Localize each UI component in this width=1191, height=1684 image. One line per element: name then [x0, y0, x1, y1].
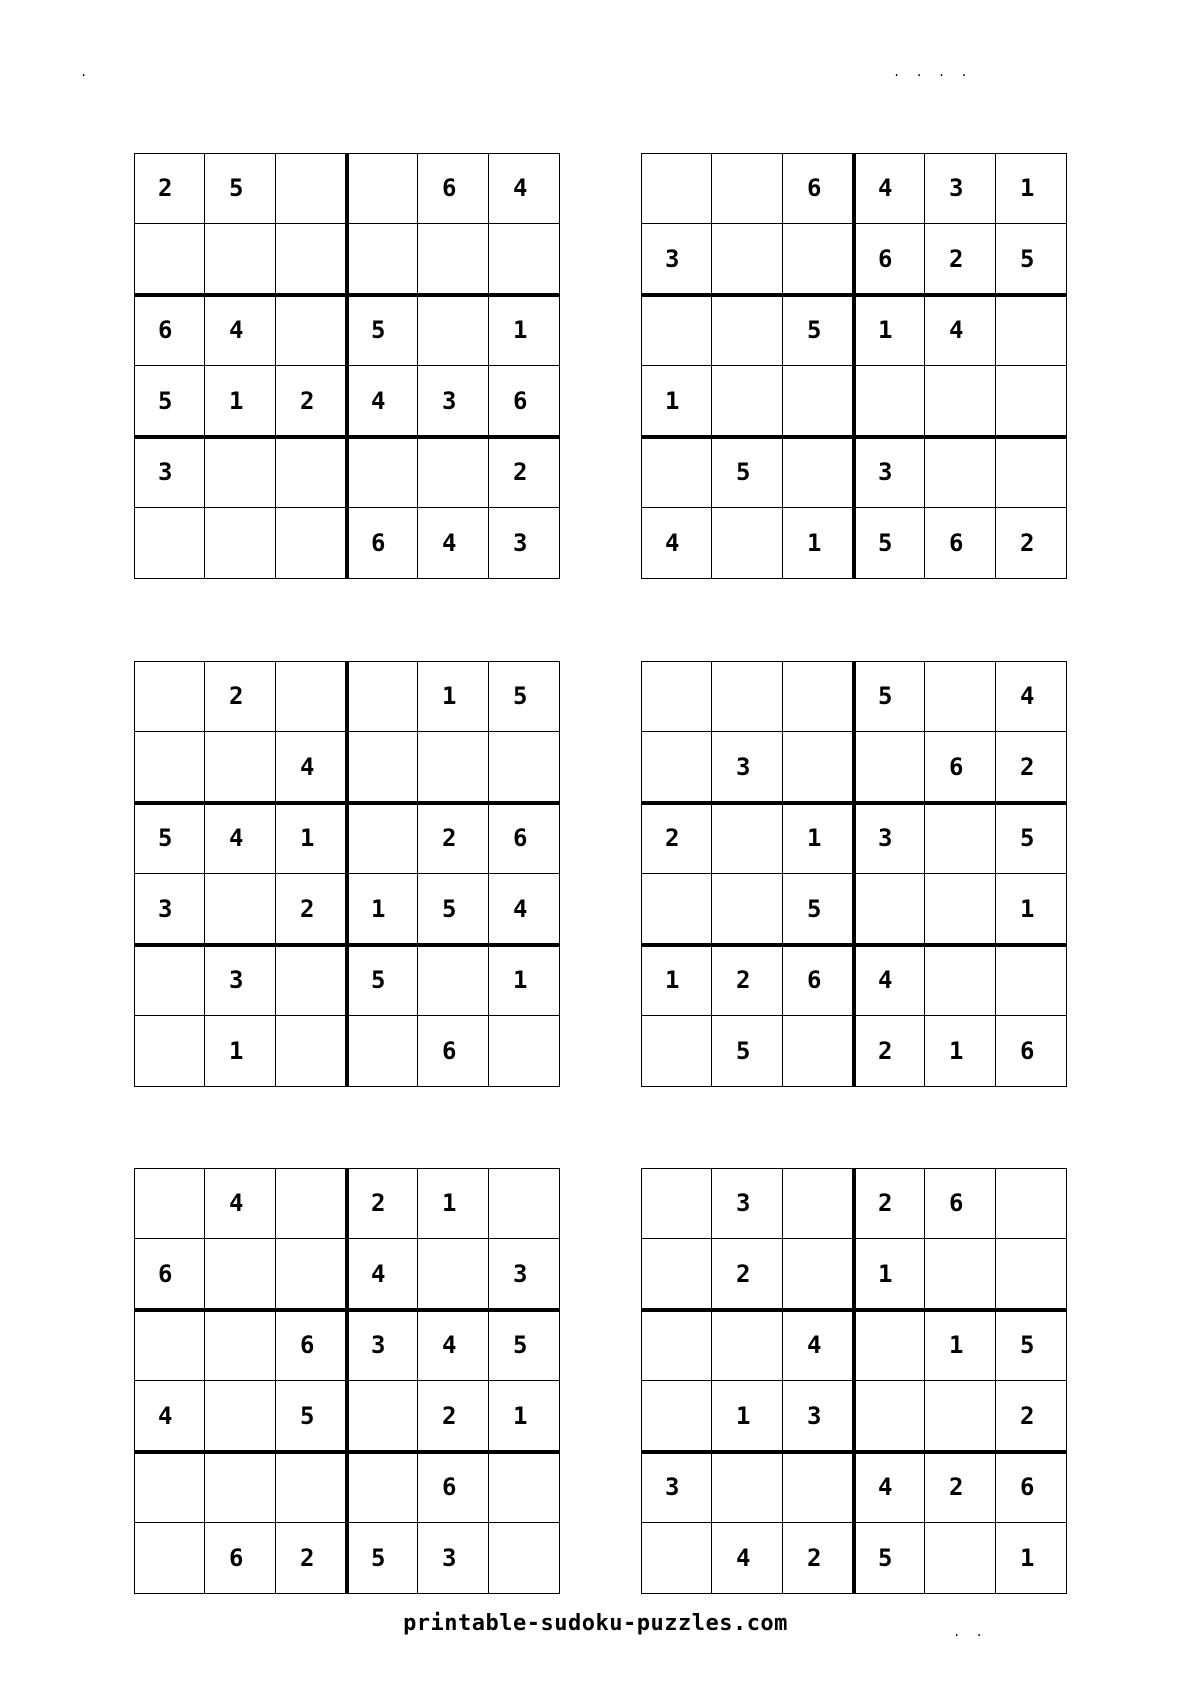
- sudoku-cell: [996, 366, 1067, 437]
- sudoku-cell: [783, 1168, 854, 1239]
- sudoku-cell: 5: [347, 295, 418, 366]
- sudoku-cell: [276, 295, 347, 366]
- sudoku-cell: [276, 1452, 347, 1523]
- sudoku-cell: 3: [641, 224, 712, 295]
- sudoku-cell: [347, 1016, 418, 1087]
- sudoku-cell: 2: [783, 1523, 854, 1594]
- sudoku-cell: 6: [347, 508, 418, 579]
- sudoku-cell: 2: [134, 153, 205, 224]
- sudoku-grid: [641, 1168, 1067, 1594]
- sudoku-cell: 2: [996, 732, 1067, 803]
- sudoku-cell: [712, 295, 783, 366]
- sudoku-cell: 6: [783, 945, 854, 1016]
- sudoku-cell: 5: [712, 437, 783, 508]
- sudoku-cell: 2: [205, 661, 276, 732]
- sudoku-cell: 6: [996, 1452, 1067, 1523]
- sudoku-cell: [418, 437, 489, 508]
- sudoku-cell: 1: [489, 1381, 560, 1452]
- sudoku-cell: [712, 661, 783, 732]
- sudoku-cell: [134, 1168, 205, 1239]
- sudoku-cell: 6: [489, 803, 560, 874]
- sudoku-puzzle-1: [134, 153, 560, 579]
- sudoku-cell: 5: [854, 508, 925, 579]
- sudoku-cell: 4: [854, 945, 925, 1016]
- sudoku-cell: 6: [418, 1452, 489, 1523]
- sudoku-cell: [134, 508, 205, 579]
- sudoku-cell: [712, 224, 783, 295]
- sudoku-cell: [276, 508, 347, 579]
- sudoku-cell: 2: [418, 1381, 489, 1452]
- speck-top-right: . . . .: [893, 65, 972, 79]
- sudoku-cell: 1: [418, 1168, 489, 1239]
- sudoku-cell: 3: [641, 1452, 712, 1523]
- sudoku-cell: 2: [347, 1168, 418, 1239]
- sudoku-cell: 5: [996, 224, 1067, 295]
- sudoku-cell: 4: [205, 1168, 276, 1239]
- sudoku-puzzle-2: [641, 153, 1067, 579]
- speck-top-left: .: [80, 65, 92, 79]
- sudoku-cell: 3: [925, 153, 996, 224]
- sudoku-cell: 1: [854, 1239, 925, 1310]
- sudoku-cell: [347, 1381, 418, 1452]
- sudoku-cell: 4: [134, 1381, 205, 1452]
- sudoku-cell: [489, 1523, 560, 1594]
- sudoku-cell: [134, 732, 205, 803]
- sudoku-cell: [347, 732, 418, 803]
- sudoku-cell: 4: [205, 803, 276, 874]
- sudoku-cell: 1: [712, 1381, 783, 1452]
- sudoku-cell: [205, 224, 276, 295]
- sudoku-cell: [641, 1310, 712, 1381]
- sudoku-cell: 6: [925, 1168, 996, 1239]
- sudoku-cell: 5: [276, 1381, 347, 1452]
- sudoku-cell: 1: [783, 803, 854, 874]
- sudoku-cell: [783, 437, 854, 508]
- sudoku-cell: [925, 874, 996, 945]
- sudoku-cell: 6: [854, 224, 925, 295]
- sudoku-cell: 2: [854, 1168, 925, 1239]
- sudoku-cell: 6: [925, 508, 996, 579]
- sudoku-cell: [641, 1523, 712, 1594]
- sudoku-cell: 4: [205, 295, 276, 366]
- sudoku-cell: 4: [347, 1239, 418, 1310]
- sudoku-cell: 5: [134, 366, 205, 437]
- sudoku-cell: 4: [783, 1310, 854, 1381]
- sudoku-grid: [641, 153, 1067, 579]
- sudoku-cell: 2: [641, 803, 712, 874]
- sudoku-cell: 1: [925, 1016, 996, 1087]
- sudoku-cell: [925, 1381, 996, 1452]
- sudoku-cell: [925, 437, 996, 508]
- sudoku-cell: [641, 1016, 712, 1087]
- sudoku-cell: 3: [418, 366, 489, 437]
- sudoku-cell: [854, 1310, 925, 1381]
- sudoku-cell: [276, 153, 347, 224]
- sudoku-cell: [996, 1168, 1067, 1239]
- sudoku-cell: 1: [418, 661, 489, 732]
- sudoku-cell: [134, 1452, 205, 1523]
- sudoku-cell: 2: [489, 437, 560, 508]
- sudoku-cell: 1: [489, 945, 560, 1016]
- sudoku-cell: [783, 1016, 854, 1087]
- sudoku-cell: 2: [276, 874, 347, 945]
- sudoku-cell: 3: [489, 1239, 560, 1310]
- sudoku-cell: [134, 1310, 205, 1381]
- sudoku-cell: [347, 437, 418, 508]
- sudoku-cell: 1: [996, 874, 1067, 945]
- sudoku-cell: [854, 874, 925, 945]
- sudoku-cell: 4: [712, 1523, 783, 1594]
- sudoku-cell: 3: [854, 803, 925, 874]
- sudoku-cell: [783, 366, 854, 437]
- sudoku-puzzle-5: [134, 1168, 560, 1594]
- sudoku-cell: [489, 1452, 560, 1523]
- sudoku-grid: [641, 661, 1067, 1087]
- sudoku-cell: 3: [489, 508, 560, 579]
- sudoku-cell: [641, 661, 712, 732]
- sudoku-cell: [712, 1310, 783, 1381]
- sudoku-cell: 1: [205, 366, 276, 437]
- sudoku-cell: 2: [712, 1239, 783, 1310]
- sudoku-cell: [641, 437, 712, 508]
- sudoku-cell: 2: [712, 945, 783, 1016]
- sudoku-cell: 1: [783, 508, 854, 579]
- sudoku-cell: [996, 295, 1067, 366]
- sudoku-cell: 4: [489, 874, 560, 945]
- sudoku-cell: [489, 732, 560, 803]
- sudoku-cell: 5: [347, 945, 418, 1016]
- sudoku-cell: 3: [783, 1381, 854, 1452]
- sudoku-cell: [276, 437, 347, 508]
- sudoku-cell: [276, 661, 347, 732]
- sudoku-grid: [134, 153, 560, 579]
- sudoku-cell: [134, 1523, 205, 1594]
- sudoku-cell: 3: [134, 437, 205, 508]
- sudoku-cell: [418, 1239, 489, 1310]
- sudoku-puzzle-3: [134, 661, 560, 1087]
- sudoku-cell: 5: [783, 874, 854, 945]
- sudoku-cell: 2: [854, 1016, 925, 1087]
- sudoku-cell: [276, 1239, 347, 1310]
- sudoku-cell: [205, 874, 276, 945]
- sudoku-cell: [854, 1381, 925, 1452]
- sudoku-cell: [712, 508, 783, 579]
- sudoku-cell: 5: [996, 1310, 1067, 1381]
- sudoku-cell: [712, 153, 783, 224]
- sudoku-cell: 4: [276, 732, 347, 803]
- sudoku-cell: 3: [134, 874, 205, 945]
- sudoku-cell: 4: [489, 153, 560, 224]
- sudoku-cell: [205, 437, 276, 508]
- sudoku-cell: [347, 1452, 418, 1523]
- sudoku-cell: 6: [205, 1523, 276, 1594]
- sudoku-cell: 5: [489, 1310, 560, 1381]
- sudoku-cell: 1: [347, 874, 418, 945]
- sudoku-cell: [641, 1381, 712, 1452]
- sudoku-cell: 2: [925, 1452, 996, 1523]
- sudoku-cell: [134, 945, 205, 1016]
- sudoku-cell: [418, 295, 489, 366]
- sudoku-cell: 3: [418, 1523, 489, 1594]
- sudoku-cell: 4: [641, 508, 712, 579]
- sudoku-cell: 4: [347, 366, 418, 437]
- sudoku-cell: 6: [783, 153, 854, 224]
- sudoku-grid: [134, 1168, 560, 1594]
- sudoku-cell: [925, 1523, 996, 1594]
- sudoku-cell: 5: [712, 1016, 783, 1087]
- sudoku-cell: 3: [712, 1168, 783, 1239]
- sudoku-cell: [205, 1310, 276, 1381]
- sudoku-cell: [996, 945, 1067, 1016]
- sudoku-cell: 4: [854, 1452, 925, 1523]
- sudoku-cell: [641, 874, 712, 945]
- sudoku-cell: [205, 1452, 276, 1523]
- sudoku-cell: [783, 661, 854, 732]
- sudoku-cell: [712, 366, 783, 437]
- sudoku-cell: 5: [134, 803, 205, 874]
- sudoku-cell: 6: [996, 1016, 1067, 1087]
- sudoku-cell: [925, 1239, 996, 1310]
- sudoku-cell: 4: [418, 508, 489, 579]
- sudoku-cell: 1: [996, 153, 1067, 224]
- footer-site-url: printable-sudoku-puzzles.com: [403, 1611, 788, 1636]
- sudoku-cell: 4: [996, 661, 1067, 732]
- sudoku-cell: 2: [996, 1381, 1067, 1452]
- sudoku-cell: [134, 661, 205, 732]
- sudoku-cell: [276, 224, 347, 295]
- sudoku-cell: [489, 224, 560, 295]
- sudoku-cell: 5: [854, 661, 925, 732]
- sudoku-cell: 3: [712, 732, 783, 803]
- sudoku-puzzle-4: [641, 661, 1067, 1087]
- sudoku-cell: [489, 1168, 560, 1239]
- sudoku-cell: 1: [996, 1523, 1067, 1594]
- sudoku-cell: 5: [347, 1523, 418, 1594]
- sudoku-cell: [854, 366, 925, 437]
- sudoku-cell: [783, 1239, 854, 1310]
- sudoku-cell: 1: [276, 803, 347, 874]
- sudoku-cell: [489, 1016, 560, 1087]
- speck-bottom-right: . .: [953, 1625, 987, 1639]
- sudoku-cell: 6: [134, 1239, 205, 1310]
- sudoku-cell: [347, 153, 418, 224]
- sudoku-cell: [783, 732, 854, 803]
- sudoku-cell: [925, 366, 996, 437]
- sudoku-cell: [641, 295, 712, 366]
- sudoku-cell: 2: [418, 803, 489, 874]
- sudoku-cell: [854, 732, 925, 803]
- sudoku-cell: [712, 874, 783, 945]
- sudoku-cell: 4: [854, 153, 925, 224]
- sudoku-cell: 2: [276, 366, 347, 437]
- sudoku-cell: [996, 437, 1067, 508]
- sudoku-cell: [925, 661, 996, 732]
- sudoku-cell: [205, 732, 276, 803]
- sudoku-cell: 6: [418, 153, 489, 224]
- sudoku-cell: 3: [347, 1310, 418, 1381]
- sudoku-cell: 2: [925, 224, 996, 295]
- sudoku-cell: 5: [489, 661, 560, 732]
- sudoku-cell: [712, 803, 783, 874]
- sudoku-cell: [418, 945, 489, 1016]
- sudoku-cell: 1: [205, 1016, 276, 1087]
- sudoku-cell: 6: [276, 1310, 347, 1381]
- sudoku-cell: 5: [783, 295, 854, 366]
- sudoku-cell: [641, 1239, 712, 1310]
- sudoku-cell: 1: [925, 1310, 996, 1381]
- sudoku-cell: 6: [925, 732, 996, 803]
- sudoku-cell: [134, 224, 205, 295]
- sudoku-cell: [783, 224, 854, 295]
- sudoku-puzzle-6: [641, 1168, 1067, 1594]
- sudoku-cell: 2: [996, 508, 1067, 579]
- sudoku-cell: 3: [205, 945, 276, 1016]
- sudoku-cell: [347, 661, 418, 732]
- sudoku-cell: [276, 945, 347, 1016]
- sudoku-cell: [276, 1016, 347, 1087]
- sudoku-cell: 6: [418, 1016, 489, 1087]
- sudoku-cell: [783, 1452, 854, 1523]
- sudoku-cell: [134, 1016, 205, 1087]
- sudoku-cell: [418, 732, 489, 803]
- sudoku-cell: [996, 1239, 1067, 1310]
- sudoku-cell: 4: [925, 295, 996, 366]
- sudoku-cell: [641, 153, 712, 224]
- sudoku-cell: [347, 224, 418, 295]
- sudoku-cell: 1: [489, 295, 560, 366]
- sudoku-cell: [641, 732, 712, 803]
- sudoku-cell: [347, 803, 418, 874]
- sudoku-cell: [418, 224, 489, 295]
- sudoku-cell: 2: [276, 1523, 347, 1594]
- sudoku-grid: [134, 661, 560, 1087]
- sudoku-cell: 6: [134, 295, 205, 366]
- sudoku-cell: 6: [489, 366, 560, 437]
- sudoku-cell: 5: [854, 1523, 925, 1594]
- sudoku-cell: 5: [996, 803, 1067, 874]
- sudoku-cell: [925, 803, 996, 874]
- sudoku-cell: [712, 1452, 783, 1523]
- sudoku-cell: 4: [418, 1310, 489, 1381]
- sudoku-cell: [205, 1381, 276, 1452]
- sudoku-cell: 3: [854, 437, 925, 508]
- sudoku-cell: [641, 1168, 712, 1239]
- sudoku-cell: [925, 945, 996, 1016]
- sudoku-cell: 1: [641, 945, 712, 1016]
- sudoku-cell: 1: [641, 366, 712, 437]
- sudoku-cell: 1: [854, 295, 925, 366]
- sudoku-cell: 5: [418, 874, 489, 945]
- sudoku-cell: [276, 1168, 347, 1239]
- sudoku-cell: [205, 1239, 276, 1310]
- sudoku-cell: 5: [205, 153, 276, 224]
- sudoku-cell: [205, 508, 276, 579]
